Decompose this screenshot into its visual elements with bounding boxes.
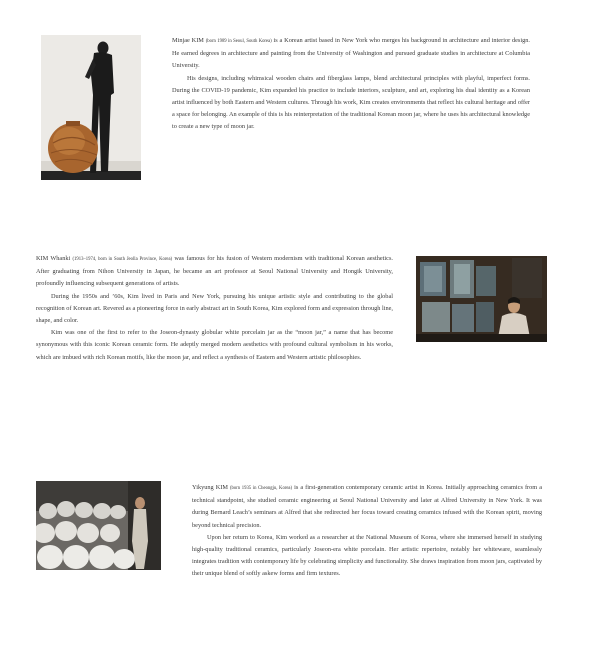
yikyung-kim-paragraph-2: Upon her return to Korea, Kim worked as a researcher at the National Museum of Korea, where she immersed herself in studying high-quality traditional ceramics, particularly Joseon-era white porcelain. Her artistic repertoire, notably her whiteware, seamlessly integrates tradition with contemporary life by celebrating simplicity and functionality. She draws inspiration from moon jars, captivated by their unique blend of softly askew forms and firm textures. bbox=[192, 533, 542, 578]
kim-whanki-paragraph-1 bbox=[36, 253, 393, 291]
artist-name: Minjae KIM bbox=[172, 37, 204, 44]
artist-birth-info: (born 1989 in Seoul, South Korea) bbox=[205, 39, 272, 44]
kim-whanki-paragraph-2: During the 1950s and ’60s, Kim lived in Paris and New York, pursuing his unique artistic style and contributing to the global recognition of Korean art. Revered as a pioneering force in early abstract art in South Korea, Kim explored form and expression through line, shape, and color. bbox=[36, 292, 393, 325]
artist-birth-info: (born 1935 in Cheongju, Korea) bbox=[230, 486, 293, 491]
bio-lead: is a Korean artist based in New York who merges his background in architecture and interior design. He earned degrees in architecture and painting from the University of Washington and pursued graduate studies in architecture at Columbia University. bbox=[172, 37, 531, 70]
artist-birth-info: (1913–1974, born in South Jeolla Province, Korea) bbox=[72, 257, 173, 262]
kim-whanki-photo bbox=[416, 256, 547, 342]
minjae-kim-paragraph-1 bbox=[172, 35, 530, 73]
yikyung-kim-photo bbox=[36, 481, 161, 570]
artist-name: KIM Whanki bbox=[36, 255, 71, 262]
yikyung-kim-bio bbox=[192, 482, 542, 581]
bio-lead: was famous for his fusion of Western modernism with traditional Korean aesthetics. After graduating from Nihon University in Japan, he became an art professor at Seoul National University and Hongik University, profoundly influencing subsequent generations of artists. bbox=[36, 255, 393, 288]
yikyung-kim-paragraph-1 bbox=[192, 482, 542, 532]
artist-name: Yikyung KIM bbox=[192, 484, 228, 491]
kim-whanki-paragraph-3: Kim was one of the first to refer to the Joseon-dynasty globular white porcelain jar as the “moon jar,” a name that has become synonymous with this iconic Korean ceramic form. He adeptly merged modern aesthetics with profound cultural symbolism in his works, which are imbued with rich Korean motifs, like the moon jar, and reflect a synthesis of Eastern and Western artistic philosophies. bbox=[36, 329, 393, 361]
bio-lead: is a first-generation contemporary ceramic artist in Korea. Initially approaching ceramics from a technical standpoint, she studied ceramic engineering at Seoul National University and later at Alfred University in New York. It was during Bernard Leach’s seminars at Alfred that she redirected her focus toward creating ceramics infused with the Korean spirit, moving beyond technical precision. bbox=[192, 484, 543, 529]
minjae-kim-paragraph-2: His designs, including whimsical wooden chairs and fiberglass lamps, blend architectural principles with playful, imperfect forms. During the COVID-19 pandemic, Kim expanded his practice to include interiors, sculpture, and art, exploring his dual identity as a Korean artist influenced by both Eastern and Western cultures. Through his work, Kim creates environments that reflect his cultural heritage and offer a space for belonging. An example of this is his reinterpretation of the traditional Korean moon jar, where he uses his architectural knowledge to create a new type of moon jar. bbox=[172, 74, 530, 131]
minjae-kim-bio bbox=[172, 35, 530, 134]
minjae-kim-photo bbox=[41, 35, 141, 180]
kim-whanki-bio bbox=[36, 253, 393, 364]
